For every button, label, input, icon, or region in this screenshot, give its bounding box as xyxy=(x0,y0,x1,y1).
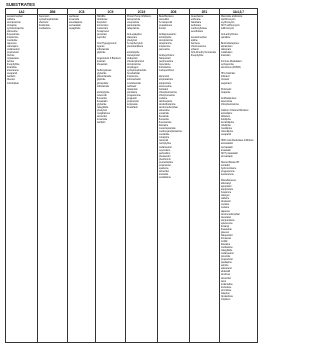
substrate-list-2d6 xyxy=(158,15,190,343)
substrate-list-2c9 xyxy=(96,15,126,343)
substrate-list-text: NSAIDs: diclofenac ibuprofen lornoxicam meloxicam S-naproxen piroxicam suprofen Oral Hypoglycemic Agents: tolbutamide glipizide Angiotensin II Blockers: losartan irbesartan Sulfonylureas: glyburide glibenclamide glipizide glimepiride tolbutamide amitriptyline celecoxib fluoxetine fluvastatin glyburide nateglinide phenytoin rosiglitazone tamoxifen torsemide warfarin xyxy=(97,15,122,125)
substrate-list-2c8 xyxy=(68,15,96,343)
substrate-list-text: bupropion cyclophosphamide efavirenz ifosfamide methadone xyxy=(39,15,59,30)
substrate-list-text: Proton Pump Inhibitors: lansoprazole omeprazole pantoprazole rabeprazole Anti-epileptics: diazepam phenytoin S-mephenytoin phenobarbitone amitriptyline carisoprodol citalopram chloramphenicol clomipramine clopidogrel cyclophosphamide hexobarbital imipramine indomethacin moclobemide nelfinavir nilutamide primidone progesterone proguanil propranolol teniposide R-warfarin xyxy=(127,15,152,109)
column-header-1a2: 1A2 xyxy=(6,9,38,15)
substrate-list-2c19 xyxy=(126,15,158,343)
column-header-2b6: 2B6 xyxy=(38,9,68,15)
column-header-3a4: 3A4,5,7 xyxy=(220,9,258,15)
substrate-list-text: Macrolide antibiotics: clarithromycin erythromycin NOT azithromycin telithromycin Anti-arrhythmics: quinidine Benzodiazepines: alprazolam diazepam midazolam triazolam Immune Modulators: cyclosporine tacrolimus (FK506) HIV Antivirals: indinavir ritonavir saquinavir Prokinetic: cisapride Antihistamines: astemizole chlorpheniramine Calcium Channel Blockers: amlodipine diltiazem felodipine lercanidipine nifedipine nisoldipine nitrendipine verapamil HMG CoA Reductase Inhibitors: atorvastatin cerivastatin lovastatin NOT pravastatin simvastatin Steroid 6beta-OH: estradiol hydrocortisone progesterone testosterone Miscellaneous: alfentanyl aprepitant aripiprazole buspirone cafergot caffeine cilostazol cocaine codeine dapsone dextromethorphan docetaxel domperidone eplerenone fentanyl finasteride gleevec haloperidol irinotecan LAAM lidocaine methadone nateglinide ondansetron pimozide propranolol quetiapine quinine salmeterol sildenafil sirolimus tamoxifen taxol terfenadine trazodone vincristine zaleplon ziprasidone zolpidem xyxy=(221,15,254,301)
table-row xyxy=(6,15,258,343)
substrate-list-text: Anesthetics: enflurane halothane isoflurane methoxyflurane sevoflurane acetaminophen aniline benzene chlorzoxazone ethanol N,N-dimethyl formamide theophylline xyxy=(191,15,217,58)
column-header-2e1: 2E1 xyxy=(190,9,220,15)
substrates-table xyxy=(5,8,258,343)
column-header-2c19: 2C19 xyxy=(126,9,158,15)
substrate-list-2b6 xyxy=(38,15,68,343)
column-header-2d6: 2D6 xyxy=(158,9,190,15)
substrate-list-2e1 xyxy=(190,15,220,343)
substrate-list-text: paclitaxel torsemide amodiaquine cerivastatin repaglinide xyxy=(69,15,83,30)
substrate-list-3a4 xyxy=(220,15,258,343)
substrate-list-text: acetaminophen caffeine clomipramine clozapine cyclobenzaprine duloxetine fluvoxamine imipramine mexiletine naproxen olanzapine ondansetron propranolol riluzole ropivacaine tacrine theophylline tizanidine triamterene verapamil warfarin zileuton zolmitriptan xyxy=(7,15,24,85)
column-header-2c9: 2C9 xyxy=(96,9,126,15)
substrate-list-1a2 xyxy=(6,15,38,343)
substrate-list-text: Beta Blockers: carvedilol S-metoprolol propafenone timolol Antidepressants: amitriptyline clomipramine desipramine imipramine paroxetine Antipsychotics: haloperidol perphenazine risperidone thioridazine zuclopenthixol alprenolol amphetamine aripiprazole atomoxetine bufuralol chlorpheniramine chlorpromazine codeine debrisoquine dexfenfluramine dextromethorphan duloxetine encainide flecainide fluoxetine fluvoxamine lidocaine metoclopramide methoxyamphetamine mexiletine minaprine nebivolol nortriptyline ondansetron oxycodone perhexiline phenacetin phenformin promethazine propranolol sparteine tamoxifen tramadol venlafaxine xyxy=(159,15,182,179)
column-header-2c8: 2C8 xyxy=(68,9,96,15)
page-title: SUBSTRATES xyxy=(6,2,36,7)
